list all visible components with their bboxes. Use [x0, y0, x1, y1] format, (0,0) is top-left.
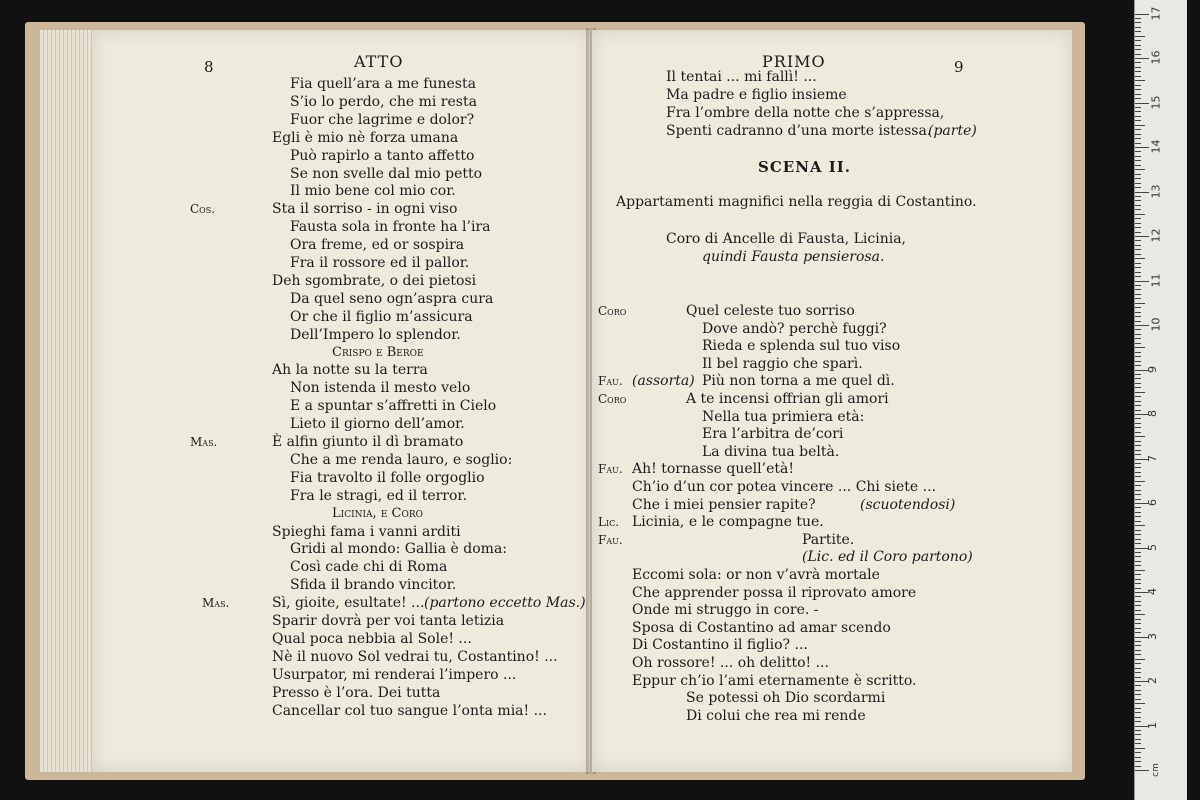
ruler-tick: [1135, 401, 1141, 402]
verse-line: Qual poca nebbia al Sole! ...: [272, 630, 472, 647]
ruler-tick: [1135, 187, 1141, 188]
verse-line: Quel celeste tuo sorriso: [686, 303, 855, 319]
ruler-tick: [1135, 641, 1141, 642]
ruler-tick: [1135, 570, 1145, 571]
ruler-tick: [1135, 748, 1145, 749]
ruler-tick: [1135, 739, 1141, 740]
ruler-tick: [1135, 530, 1141, 531]
verse-line: Il mio bene col mio cor.: [290, 183, 456, 200]
stage-direction: (Lic. ed il Coro partono): [802, 549, 973, 566]
ruler-tick: [1135, 703, 1145, 704]
verse-line: Presso è l’ora. Dei tutta: [272, 684, 441, 701]
ruler-tick: [1135, 694, 1141, 695]
ruler-tick: [1135, 387, 1141, 388]
ruler-number: 14: [1149, 139, 1163, 154]
ruler-tick: [1135, 294, 1141, 295]
ruler-tick: [1135, 58, 1149, 59]
ruler-number: 13: [1149, 184, 1163, 198]
stage-direction: Licinia, e Coro: [332, 505, 424, 521]
ruler-tick: [1135, 14, 1149, 15]
ruler-tick: [1135, 507, 1141, 508]
verse-line: Fra l’ombre della notte che s’appressa,: [666, 105, 945, 121]
ruler-tick: [1135, 307, 1141, 308]
left-page-number: 8: [204, 58, 214, 76]
verse-line: Non istenda il mesto velo: [290, 380, 471, 397]
ruler-tick: [1135, 632, 1141, 633]
ruler-tick: [1135, 27, 1141, 28]
ruler-tick: [1135, 685, 1141, 686]
ruler-tick: [1135, 125, 1145, 126]
verse-line: Se potessi oh Dio scordarmi: [686, 690, 886, 707]
verse-line: Sposa di Costantino ad amar scendo: [632, 619, 891, 636]
ruler-tick: [1135, 236, 1149, 237]
speaker-label: Coro: [598, 392, 627, 406]
verse-line: Eppur ch’io l’ami eternamente è scritto.: [632, 672, 917, 689]
ruler-tick: [1135, 183, 1141, 184]
ruler-tick: [1135, 743, 1141, 744]
verse-line: Or che il figlio m’assicura: [290, 308, 473, 325]
ruler-tick: [1135, 138, 1141, 139]
ruler-tick: [1135, 31, 1141, 32]
ruler-tick: [1135, 40, 1141, 41]
ruler-tick: [1135, 281, 1149, 282]
ruler-tick: [1135, 717, 1141, 718]
ruler-tick: [1135, 169, 1145, 170]
ruler-tick: [1135, 610, 1141, 611]
ruler-tick: [1135, 343, 1141, 344]
ruler-tick: [1135, 734, 1141, 735]
verse-line: Sfida il brando vincitor.: [290, 577, 457, 594]
ruler-tick: [1135, 223, 1141, 224]
ruler-tick: [1135, 258, 1145, 259]
ruler-tick: [1135, 143, 1141, 144]
verse-line: Nella tua primiera età:: [702, 408, 865, 425]
ruler-tick: [1135, 512, 1141, 513]
verse-line: La divina tua beltà.: [702, 443, 840, 460]
ruler-tick: [1135, 120, 1141, 121]
ruler-tick: [1135, 432, 1141, 433]
ruler-tick: [1135, 396, 1141, 397]
ruler-number: 15: [1149, 95, 1163, 109]
ruler-tick: [1135, 22, 1141, 23]
ruler-tick: [1135, 316, 1141, 317]
ruler-tick: [1135, 165, 1141, 166]
verse-line: Dell’Impero lo splendor.: [290, 326, 461, 343]
verse-line: Fra le stragi, ed il terror.: [290, 487, 468, 504]
ruler-tick: [1135, 378, 1141, 379]
ruler-tick: [1135, 672, 1141, 673]
verse-line: Spenti cadranno d’una morte istessa.: [666, 123, 932, 139]
cast-line-2: quindi Fausta pensierosa.: [702, 249, 885, 265]
left-running-head: ATTO: [354, 52, 404, 71]
verse-line: Partite.: [802, 531, 855, 548]
ruler-tick: [1135, 338, 1141, 339]
ruler-tick: [1135, 98, 1141, 99]
ruler-tick: [1135, 365, 1141, 366]
left-page: [92, 30, 590, 772]
ruler-tick: [1135, 298, 1141, 299]
scene-title: SCENA II.: [758, 158, 852, 176]
verse-line: Ch’io d’un cor potea vincere ... Chi siete ...: [632, 479, 937, 495]
ruler-tick: [1135, 361, 1141, 362]
verse-line: Fra il rossore ed il pallor.: [290, 255, 470, 271]
ruler-unit: cm: [1150, 763, 1161, 777]
verse-line: A te incensi offrian gli amori: [686, 391, 889, 407]
ruler-tick: [1135, 107, 1141, 108]
ruler-tick: [1135, 227, 1141, 228]
verse-line: Sparir dovrà per voi tanta letizia: [272, 613, 505, 629]
speaker-label: Cos.: [190, 202, 216, 217]
verse-line: Usurpator, mi renderai l’impero ...: [272, 666, 517, 683]
ruler-tick: [1135, 730, 1141, 731]
ruler-number: 16: [1149, 50, 1163, 65]
verse-line: Sì, gioite, esultate! ...: [272, 595, 425, 612]
ruler-tick: [1135, 178, 1141, 179]
verse-line: Ma padre e figlio insieme: [666, 87, 847, 103]
verse-line: Gridi al mondo: Gallia è doma:: [290, 541, 508, 558]
measuring-ruler: [1134, 0, 1187, 800]
verse-line: Fausta sola in fronte ha l’ira: [290, 219, 491, 236]
ruler-tick: [1135, 209, 1141, 210]
ruler-tick: [1135, 151, 1141, 152]
ruler-tick: [1135, 552, 1141, 553]
ruler-tick: [1135, 721, 1141, 722]
ruler-tick: [1135, 67, 1141, 68]
ruler-tick: [1135, 160, 1141, 161]
ruler-tick: [1135, 80, 1145, 81]
ruler-number: 11: [1149, 273, 1163, 287]
ruler-tick: [1135, 272, 1141, 273]
ruler-tick: [1135, 200, 1141, 201]
ruler-tick: [1135, 752, 1141, 753]
verse-line: Licinia, e le compagne tue.: [632, 514, 824, 531]
stage-direction: (scuotendosi): [860, 496, 956, 513]
right-page-number: 9: [954, 58, 964, 76]
ruler-tick: [1135, 485, 1141, 486]
ruler-tick: [1135, 329, 1141, 330]
ruler-tick: [1135, 383, 1141, 384]
ruler-tick: [1135, 770, 1149, 771]
page-edges: [40, 30, 96, 772]
ruler-tick: [1135, 36, 1145, 37]
ruler-tick: [1135, 285, 1141, 286]
ruler-tick: [1135, 71, 1141, 72]
ruler-tick: [1135, 650, 1141, 651]
ruler-tick: [1135, 205, 1141, 206]
ruler-tick: [1135, 111, 1141, 112]
ruler-tick: [1135, 708, 1141, 709]
ruler-number: 10: [1149, 317, 1163, 332]
ruler-number: 9: [1146, 365, 1159, 373]
ruler-tick: [1135, 476, 1141, 477]
ruler-tick: [1135, 249, 1141, 250]
ruler-tick: [1135, 663, 1141, 664]
verse-line: Di Costantino il figlio? ...: [632, 637, 808, 654]
verse-line: Che apprender possa il riprovato amore: [632, 584, 917, 601]
ruler-tick: [1135, 539, 1141, 540]
verse-line: Rieda e splenda sul tuo viso: [702, 338, 901, 355]
right-page: [592, 30, 1072, 772]
verse-line: Il bel raggio che sparì.: [702, 355, 863, 372]
ruler-tick: [1135, 54, 1141, 55]
ruler-tick: [1135, 356, 1141, 357]
scene-setting: Appartamenti magnifici nella reggia di Costantino.: [616, 194, 977, 210]
ruler-tick: [1135, 677, 1141, 678]
ruler-tick: [1135, 690, 1141, 691]
verse-line: Di colui che rea mi rende: [686, 707, 866, 724]
ruler-tick: [1135, 218, 1141, 219]
verse-line: Da quel seno ogn’aspra cura: [290, 290, 494, 307]
verse-line: Egli è mio nè forza umana: [272, 129, 459, 146]
ruler-tick: [1135, 392, 1145, 393]
ruler-tick: [1135, 761, 1141, 762]
verse-line: Ah la notte su la terra: [272, 362, 428, 379]
ruler-tick: [1135, 494, 1141, 495]
verse-line: Che a me renda lauro, e soglio:: [290, 451, 513, 468]
ruler-tick: [1135, 579, 1141, 580]
ruler-tick: [1135, 263, 1141, 264]
ruler-tick: [1135, 18, 1141, 19]
ruler-tick: [1135, 427, 1141, 428]
ruler-tick: [1135, 436, 1145, 437]
ruler-tick: [1135, 654, 1141, 655]
ruler-tick: [1135, 76, 1141, 77]
verse-line: Eccomi sola: or non v’avrà mortale: [632, 567, 880, 583]
ruler-tick: [1135, 499, 1141, 500]
ruler-tick: [1135, 116, 1141, 117]
verse-line: Fia travolto il folle orgoglio: [290, 469, 485, 486]
ruler-tick: [1135, 525, 1145, 526]
ruler-number: 5: [1146, 543, 1159, 551]
ruler-number: 3: [1146, 632, 1159, 640]
ruler-tick: [1135, 441, 1141, 442]
ruler-tick: [1135, 534, 1141, 535]
verse-line: È alfin giunto il dì bramato: [272, 434, 464, 450]
ruler-tick: [1135, 45, 1141, 46]
ruler-tick: [1135, 454, 1141, 455]
ruler-tick: [1135, 147, 1149, 148]
ruler-tick: [1135, 410, 1141, 411]
ruler-tick: [1135, 628, 1141, 629]
ruler-tick: [1135, 321, 1141, 322]
ruler-tick: [1135, 289, 1141, 290]
verse-line: Ah! tornasse quell’età!: [632, 461, 794, 478]
ruler-number: 17: [1149, 6, 1163, 20]
ruler-number: 7: [1146, 454, 1159, 462]
ruler-tick: [1135, 472, 1141, 473]
ruler-tick: [1135, 521, 1141, 522]
verse-line: Dove andò? perchè fuggi?: [702, 320, 887, 337]
verse-line: Che i miei pensier rapite?: [632, 496, 816, 513]
ruler-tick: [1135, 659, 1145, 660]
ruler-tick: [1135, 619, 1141, 620]
speaker-label: Fau.: [598, 532, 623, 547]
ruler-tick: [1135, 445, 1141, 446]
ruler-tick: [1135, 192, 1149, 193]
ruler-tick: [1135, 62, 1141, 63]
ruler-tick: [1135, 312, 1141, 313]
speaker-label: Fau.: [598, 462, 623, 477]
ruler-tick: [1135, 405, 1141, 406]
ruler-tick: [1135, 463, 1141, 464]
verse-line: Se non svelle dal mio petto: [290, 165, 483, 182]
ruler-number: 12: [1149, 228, 1163, 243]
speaker-label: Mas.: [202, 596, 230, 611]
ruler-tick: [1135, 668, 1141, 669]
ruler-tick: [1135, 467, 1141, 468]
ruler-tick: [1135, 174, 1141, 175]
verse-line: S’io lo perdo, che mi resta: [290, 93, 477, 110]
ruler-tick: [1135, 156, 1141, 157]
exit-stage-direction: (parte): [928, 123, 977, 139]
ruler-tick: [1135, 614, 1145, 615]
ruler-tick: [1135, 334, 1141, 335]
ruler-tick: [1135, 85, 1141, 86]
ruler-tick: [1135, 103, 1149, 104]
verse-line: Era l’arbitra de’cori: [702, 426, 844, 443]
verse-line: Cancellar col tuo sangue l’onta mia! ...: [272, 702, 547, 719]
verse-line: Oh rossore! ... oh delitto! ...: [632, 655, 829, 671]
verse-line: Deh sgombrate, o dei pietosi: [272, 272, 477, 289]
verse-line: Ora freme, ed or sospira: [290, 237, 465, 254]
ruler-tick: [1135, 757, 1141, 758]
ruler-tick: [1135, 94, 1141, 95]
ruler-tick: [1135, 481, 1145, 482]
ruler-tick: [1135, 601, 1141, 602]
ruler-tick: [1135, 352, 1141, 353]
speaker-label: Mas.: [190, 435, 218, 449]
verse-line: E a spuntar s’affretti in Cielo: [290, 398, 497, 415]
ruler-tick: [1135, 699, 1141, 700]
ruler-tick: [1135, 374, 1141, 375]
ruler-tick: [1135, 556, 1141, 557]
ruler-tick: [1135, 645, 1141, 646]
ruler-tick: [1135, 596, 1141, 597]
verse-line: Può rapirlo a tanto affetto: [290, 147, 475, 164]
ruler-number: 6: [1146, 499, 1159, 506]
speaker-label: Coro: [598, 304, 627, 318]
ruler-number: 4: [1146, 588, 1159, 595]
ruler-tick: [1135, 423, 1141, 424]
ruler-tick: [1135, 588, 1141, 589]
verse-line: Lieto il giorno dell’amor.: [290, 416, 465, 433]
ruler-tick: [1135, 623, 1141, 624]
ruler-tick: [1135, 245, 1141, 246]
ruler-number: 2: [1146, 677, 1159, 684]
ruler-tick: [1135, 605, 1141, 606]
verse-line: Nè il nuovo Sol vedrai tu, Costantino! ...: [272, 648, 558, 665]
ruler-tick: [1135, 196, 1141, 197]
ruler-tick: [1135, 347, 1145, 348]
verse-line: Onde mi struggo in core. -: [632, 602, 819, 619]
ruler-tick: [1135, 766, 1141, 767]
ruler-tick: [1135, 129, 1141, 130]
ruler-tick: [1135, 325, 1149, 326]
verse-line: Così cade chi di Roma: [290, 559, 448, 576]
ruler-tick: [1135, 276, 1141, 277]
right-running-head: PRIMO: [762, 52, 826, 71]
verse-line: Sta il sorriso - in ogni viso: [272, 201, 458, 218]
verse-line: Il tentai ... mi fallì! ...: [666, 69, 817, 85]
speaker-label: Lic.: [598, 515, 620, 530]
ruler-tick: [1135, 574, 1141, 575]
ruler-tick: [1135, 89, 1141, 90]
ruler-tick: [1135, 543, 1141, 544]
ruler-tick: [1135, 583, 1141, 584]
ruler-number: 1: [1146, 721, 1159, 729]
speaker-label: Fau.: [598, 374, 623, 389]
verse-line: Spieghi fama i vanni arditi: [272, 523, 461, 540]
ruler-tick: [1135, 712, 1141, 713]
ruler-tick: [1135, 303, 1145, 304]
ruler-tick: [1135, 134, 1141, 135]
verse-line: Fia quell’ara a me funesta: [290, 76, 476, 92]
ruler-tick: [1135, 490, 1141, 491]
ruler-tick: [1135, 516, 1141, 517]
stage-direction: (assorta): [632, 373, 695, 390]
ruler-tick: [1135, 49, 1141, 50]
stage-direction: (partono eccetto Mas.): [424, 595, 586, 612]
ruler-number: 8: [1146, 410, 1159, 417]
stage-direction: Crispo e Beroe: [332, 344, 424, 360]
ruler-tick: [1135, 450, 1141, 451]
ruler-tick: [1135, 240, 1141, 241]
ruler-tick: [1135, 561, 1141, 562]
ruler-tick: [1135, 214, 1145, 215]
ruler-tick: [1135, 232, 1141, 233]
ruler-tick: [1135, 267, 1141, 268]
cast-line-1: Coro di Ancelle di Fausta, Licinia,: [666, 231, 907, 247]
verse-line: Più non torna a me quel dì.: [702, 373, 895, 390]
ruler-tick: [1135, 254, 1141, 255]
ruler-tick: [1135, 418, 1141, 419]
verse-line: Fuor che lagrime e dolor?: [290, 111, 475, 128]
ruler-tick: [1135, 565, 1141, 566]
